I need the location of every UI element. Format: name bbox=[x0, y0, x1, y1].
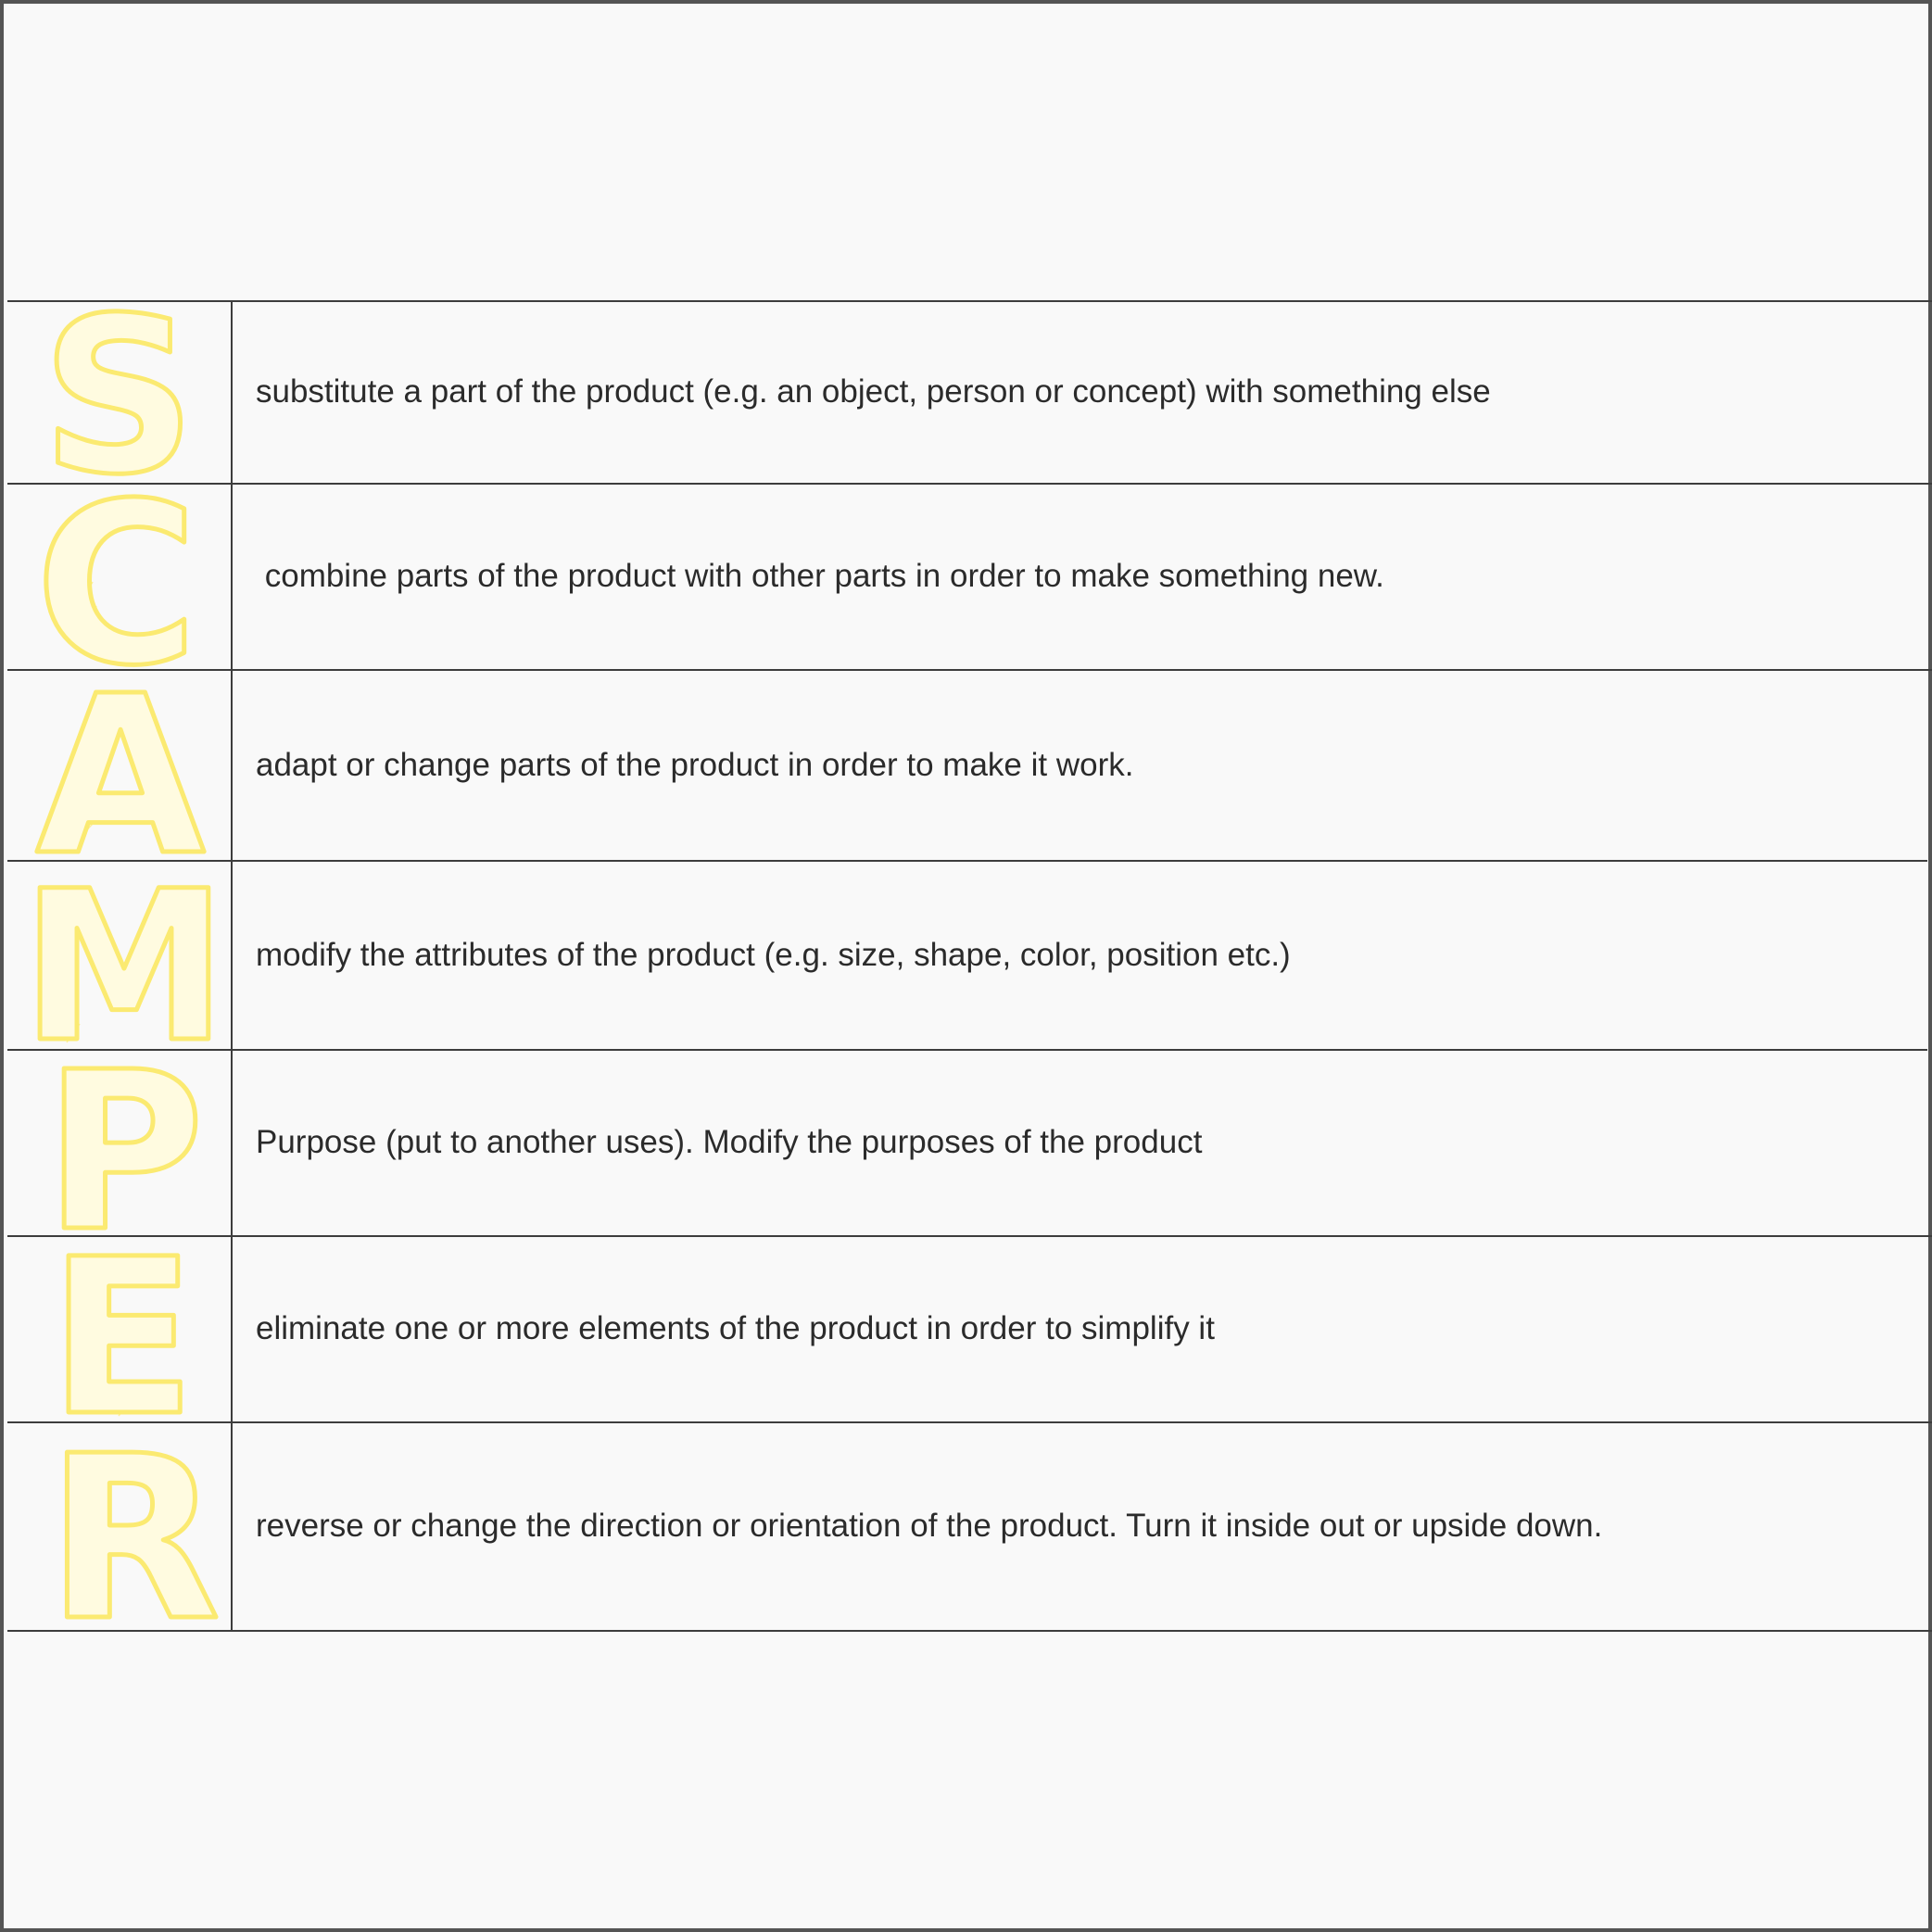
scamper-row-e bbox=[7, 1213, 1932, 1463]
scamper-row-m bbox=[7, 846, 1932, 1088]
description-eliminate: eliminate one or more elements of the product in order to simplify it bbox=[256, 1310, 1215, 1346]
letter-m: M bbox=[20, 846, 228, 1088]
description-adapt: adapt or change parts of the product in order to make it work. bbox=[256, 746, 1134, 783]
letter-r-cell bbox=[7, 1408, 231, 1671]
letter-p-cell bbox=[7, 1025, 231, 1280]
scamper-row-a bbox=[7, 649, 1932, 903]
letter-a-cell bbox=[7, 649, 231, 903]
letter-p: P bbox=[44, 1025, 205, 1280]
description-purpose: Purpose (put to another uses). Modify the purposes of the product bbox=[256, 1124, 1203, 1160]
scamper-row-c bbox=[7, 455, 1932, 714]
letter-m-cell bbox=[7, 846, 231, 1088]
letter-p-graphic bbox=[7, 1025, 231, 1280]
description-reverse: reverse or change the direction or orientation of the product. Turn it inside out or upside down. bbox=[256, 1508, 1603, 1544]
letter-a-graphic bbox=[7, 649, 231, 903]
letter-c-cell bbox=[7, 455, 231, 714]
scamper-row-r bbox=[7, 1408, 1932, 1671]
letter-a: A bbox=[35, 649, 206, 903]
letter-e: E bbox=[48, 1213, 196, 1463]
description-substitute: substitute a part of the product (e.g. an object, person or concept) with something else bbox=[256, 373, 1491, 410]
letter-c-graphic bbox=[7, 455, 231, 714]
scamper-row-p bbox=[7, 1025, 1932, 1280]
letter-r-graphic bbox=[7, 1408, 231, 1671]
description-combine: combine parts of the product with other parts in order to make something new. bbox=[256, 558, 1384, 594]
letter-e-graphic bbox=[7, 1213, 231, 1463]
description-modify: modify the attributes of the product (e.g. size, shape, color, position etc.) bbox=[256, 936, 1291, 973]
row-divider bbox=[7, 1630, 1932, 1632]
letter-m-graphic bbox=[7, 846, 231, 1088]
scamper-row-s bbox=[7, 271, 1932, 522]
letter-e-cell bbox=[7, 1213, 231, 1463]
letter-c: C bbox=[34, 455, 199, 714]
letter-r: R bbox=[46, 1408, 221, 1671]
letter-s: S bbox=[41, 271, 196, 522]
